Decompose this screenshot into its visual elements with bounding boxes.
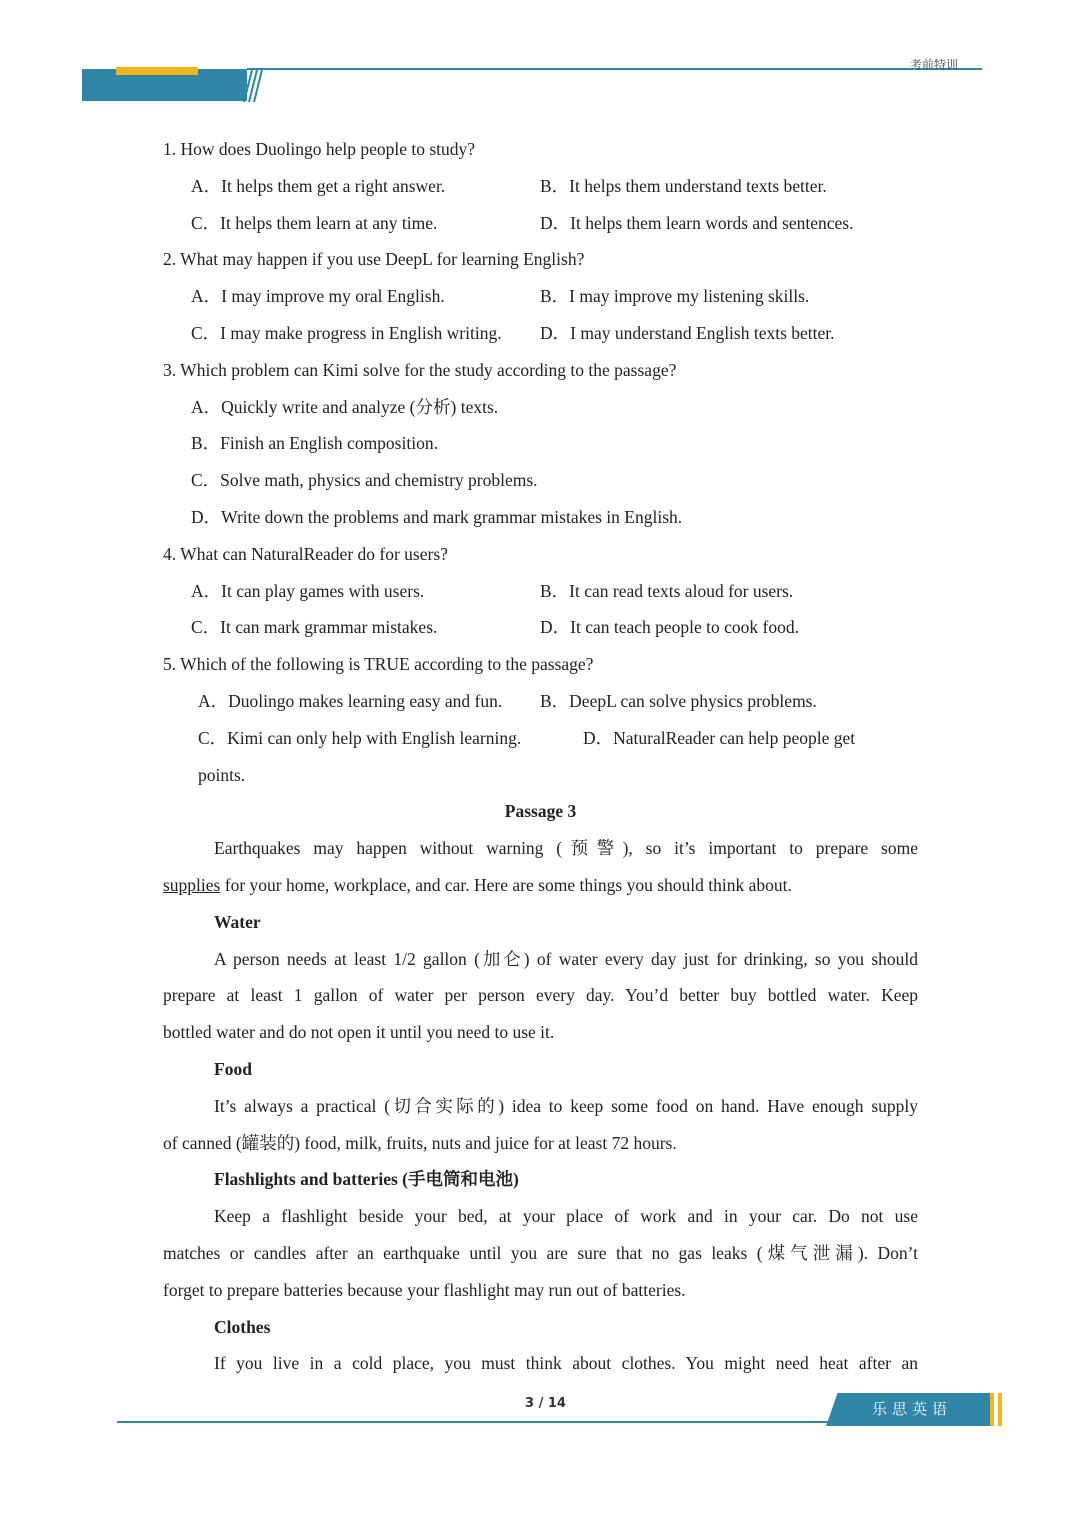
footer-bar-decoration	[988, 1393, 1008, 1426]
question-stem: 2. What may happen if you use DeepL for learning English?	[163, 249, 585, 270]
option-row	[163, 720, 918, 757]
option-row	[163, 278, 918, 315]
paragraph-line: If you live in a cold place, you must think about clothes. You might need heat after an	[214, 1353, 918, 1374]
question-stem: 4. What can NaturalReader do for users?	[163, 543, 448, 564]
section-heading-clothes: Clothes	[214, 1316, 271, 1337]
header-slash-decoration	[238, 69, 268, 103]
option-c: C．I may make progress in English writing.	[191, 322, 502, 343]
passage-title: Passage 3	[504, 801, 577, 822]
paragraph-line: It’s always a practical (切合实际的) idea to keep some food on hand. Have enough supply	[214, 1095, 918, 1116]
paragraph-line: Keep a flashlight beside your bed, at your place of work and in your car. Do not use	[214, 1206, 918, 1227]
page-content	[163, 131, 918, 1382]
option-b: B．Finish an English composition.	[191, 433, 438, 454]
option-row	[163, 168, 918, 205]
intro-rest: for your home, workplace, and car. Here are some things you should think about.	[220, 874, 792, 895]
option-a: A．Duolingo makes learning easy and fun.	[198, 690, 503, 711]
question-stem: 1. How does Duolingo help people to study?	[163, 139, 476, 159]
question-stem: 3. Which problem can Kimi solve for the study according to the passage?	[163, 359, 677, 380]
supplies-word: supplies	[163, 874, 221, 895]
header-accent-bar	[116, 67, 198, 75]
option-a: A．I may improve my oral English.	[191, 286, 445, 307]
paragraph-line: bottled water and do not open it until you need to use it.	[163, 1022, 555, 1043]
option-d: D．Write down the problems and mark grammar mistakes in English.	[191, 506, 683, 527]
option-b: B．DeepL can solve physics problems.	[540, 690, 817, 711]
section-heading-water: Water	[214, 911, 261, 932]
paragraph-line: forget to prepare batteries because your flashlight may run out of batteries.	[163, 1279, 686, 1300]
option-c: C．Solve math, physics and chemistry problems.	[191, 470, 538, 491]
option-b: B．It helps them understand texts better.	[540, 175, 827, 196]
option-row	[163, 205, 918, 242]
option-row	[163, 315, 918, 352]
footer-rule	[117, 1421, 832, 1423]
option-b: B．I may improve my listening skills.	[540, 286, 810, 307]
option-c: C．It helps them learn at any time.	[191, 212, 438, 233]
footer-brand: 乐思英语	[872, 1400, 953, 1418]
option-a: A．It helps them get a right answer.	[191, 175, 446, 196]
paragraph-line: prepare at least 1 gallon of water per person every day. You’d better buy bottled water. Keep	[163, 985, 918, 1006]
question-stem: 5. Which of the following is TRUE according to the passage?	[163, 654, 594, 675]
option-row	[163, 683, 918, 720]
option-a: A．Quickly write and analyze (分析) texts.	[191, 396, 499, 417]
paragraph-line: A person needs at least 1/2 gallon (加仑) of water every day just for drinking, so you should	[214, 948, 918, 969]
option-d: D．It helps them learn words and sentences.	[540, 212, 854, 233]
option-c: C．Kimi can only help with English learning.	[198, 727, 522, 748]
passage-intro-line	[163, 867, 918, 904]
option-d: D．NaturalReader can help people get	[583, 727, 856, 748]
header-label: 考前特训	[910, 58, 959, 72]
section-heading-food: Food	[214, 1058, 252, 1079]
option-d: D．I may understand English texts better.	[540, 322, 835, 343]
paragraph-line: matches or candles after an earthquake until you are sure that no gas leaks (煤气泄漏). Don’t	[163, 1242, 918, 1263]
option-b: B．It can read texts aloud for users.	[540, 580, 794, 601]
page-number: 3 / 14	[525, 1396, 566, 1411]
option-row	[163, 609, 918, 646]
option-d: D．It can teach people to cook food.	[540, 617, 800, 638]
option-row	[163, 573, 918, 610]
header-rule	[247, 68, 982, 70]
passage-intro-line: Earthquakes may happen without warning (预警), so it’s important to prepare some	[214, 838, 918, 859]
option-a: A．It can play games with users.	[191, 580, 425, 601]
option-d-continuation: points.	[198, 764, 246, 785]
option-c: C．It can mark grammar mistakes.	[191, 617, 438, 638]
paragraph-line: of canned (罐装的) food, milk, fruits, nuts and juice for at least 72 hours.	[163, 1132, 677, 1153]
section-heading-flashlights: Flashlights and batteries (手电筒和电池)	[214, 1169, 519, 1190]
